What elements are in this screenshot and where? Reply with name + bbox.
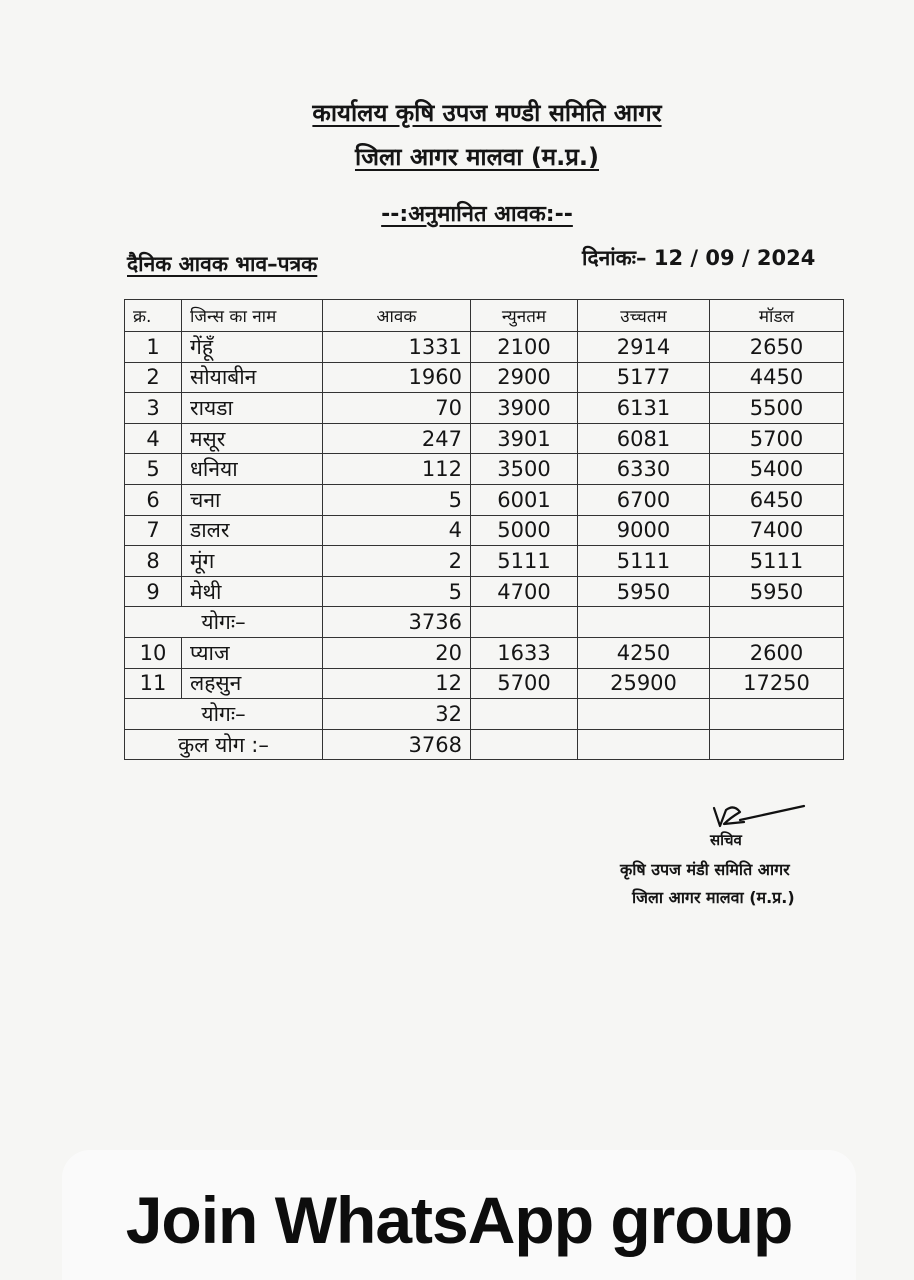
max-price-cell: 4250 [578, 637, 710, 668]
grand-total-row [125, 729, 844, 760]
serial-cell: 10 [125, 637, 182, 668]
table-row [125, 546, 844, 577]
arrival-cell: 5 [323, 576, 471, 607]
arrival-cell: 5 [323, 484, 471, 515]
column-header: क्र. [125, 300, 182, 332]
grand-total-value: 3768 [323, 729, 471, 760]
whatsapp-banner [62, 1150, 856, 1280]
serial-cell: 8 [125, 546, 182, 577]
table-row [125, 484, 844, 515]
arrival-cell: 1331 [323, 332, 471, 363]
arrival-cell: 20 [323, 637, 471, 668]
min-price-cell: 6001 [471, 484, 578, 515]
empty-cell [710, 607, 844, 638]
column-header: उच्चतम [578, 300, 710, 332]
commodity-cell: प्याज [182, 637, 323, 668]
serial-cell: 3 [125, 393, 182, 424]
table-row [125, 454, 844, 485]
commodity-cell: चना [182, 484, 323, 515]
arrival-cell: 70 [323, 393, 471, 424]
banner-text: Join WhatsApp group [125, 1183, 793, 1257]
subtotal-label: योगः– [125, 607, 323, 638]
arrival-cell: 12 [323, 668, 471, 699]
serial-cell: 6 [125, 484, 182, 515]
min-price-cell: 4700 [471, 576, 578, 607]
estimate-title: --:अनुमानित आवक:-- [381, 202, 573, 227]
arrival-cell: 247 [323, 423, 471, 454]
empty-cell [578, 699, 710, 730]
modal-price-cell: 2650 [710, 332, 844, 363]
modal-price-cell: 5500 [710, 393, 844, 424]
serial-cell: 1 [125, 332, 182, 363]
arrival-cell: 1960 [323, 362, 471, 393]
max-price-cell: 6131 [578, 393, 710, 424]
signatory-org: कृषि उपज मंडी समिति आगर [620, 860, 790, 879]
subtotal-row [125, 607, 844, 638]
modal-price-cell: 5400 [710, 454, 844, 485]
rate-table [124, 299, 844, 760]
arrival-cell: 4 [323, 515, 471, 546]
min-price-cell: 1633 [471, 637, 578, 668]
modal-price-cell: 5950 [710, 576, 844, 607]
modal-price-cell: 5700 [710, 423, 844, 454]
max-price-cell: 2914 [578, 332, 710, 363]
table-row [125, 423, 844, 454]
signatory-role: सचिव [710, 831, 742, 849]
commodity-cell: गेंहूँ [182, 332, 323, 363]
min-price-cell: 3901 [471, 423, 578, 454]
arrival-cell: 2 [323, 546, 471, 577]
table-row [125, 393, 844, 424]
empty-cell [710, 699, 844, 730]
table-row [125, 668, 844, 699]
table-row [125, 637, 844, 668]
max-price-cell: 9000 [578, 515, 710, 546]
sheet-title: दैनिक आवक भाव–पत्रक [127, 252, 318, 276]
table-row [125, 515, 844, 546]
table-row [125, 576, 844, 607]
commodity-cell: मेथी [182, 576, 323, 607]
table-row [125, 362, 844, 393]
min-price-cell: 5000 [471, 515, 578, 546]
modal-price-cell: 4450 [710, 362, 844, 393]
modal-price-cell: 2600 [710, 637, 844, 668]
serial-cell: 5 [125, 454, 182, 485]
commodity-cell: लहसुन [182, 668, 323, 699]
max-price-cell: 5950 [578, 576, 710, 607]
serial-cell: 4 [125, 423, 182, 454]
empty-cell [578, 729, 710, 760]
modal-price-cell: 5111 [710, 546, 844, 577]
grand-total-label: कुल योग :– [125, 729, 323, 760]
arrival-cell: 112 [323, 454, 471, 485]
min-price-cell: 5700 [471, 668, 578, 699]
min-price-cell: 2900 [471, 362, 578, 393]
commodity-cell: धनिया [182, 454, 323, 485]
subtotal-value: 3736 [323, 607, 471, 638]
commodity-cell: रायडा [182, 393, 323, 424]
max-price-cell: 5111 [578, 546, 710, 577]
subtotal-label: योगः– [125, 699, 323, 730]
signatory-district: जिला आगर मालवा (म.प्र.) [632, 888, 795, 907]
modal-price-cell: 7400 [710, 515, 844, 546]
column-header: मॉडल [710, 300, 844, 332]
max-price-cell: 6700 [578, 484, 710, 515]
empty-cell [471, 699, 578, 730]
empty-cell [471, 729, 578, 760]
date-line: दिनांकः– 12 / 09 / 2024 [582, 246, 816, 270]
table-header-row [125, 300, 844, 332]
max-price-cell: 6330 [578, 454, 710, 485]
min-price-cell: 3900 [471, 393, 578, 424]
min-price-cell: 5111 [471, 546, 578, 577]
subtotal-value: 32 [323, 699, 471, 730]
column-header: आवक [323, 300, 471, 332]
empty-cell [578, 607, 710, 638]
modal-price-cell: 17250 [710, 668, 844, 699]
commodity-cell: सोयाबीन [182, 362, 323, 393]
serial-cell: 11 [125, 668, 182, 699]
commodity-cell: मसूर [182, 423, 323, 454]
commodity-cell: मूंग [182, 546, 323, 577]
commodity-cell: डालर [182, 515, 323, 546]
table-row [125, 332, 844, 363]
serial-cell: 7 [125, 515, 182, 546]
column-header: जिन्स का नाम [182, 300, 323, 332]
min-price-cell: 2100 [471, 332, 578, 363]
max-price-cell: 5177 [578, 362, 710, 393]
max-price-cell: 25900 [578, 668, 710, 699]
office-title: कार्यालय कृषि उपज मण्डी समिति आगर [312, 99, 662, 127]
max-price-cell: 6081 [578, 423, 710, 454]
column-header: न्युनतम [471, 300, 578, 332]
serial-cell: 2 [125, 362, 182, 393]
modal-price-cell: 6450 [710, 484, 844, 515]
subtotal-row [125, 699, 844, 730]
empty-cell [710, 729, 844, 760]
district-title: जिला आगर मालवा (म.प्र.) [354, 143, 599, 171]
empty-cell [471, 607, 578, 638]
serial-cell: 9 [125, 576, 182, 607]
min-price-cell: 3500 [471, 454, 578, 485]
